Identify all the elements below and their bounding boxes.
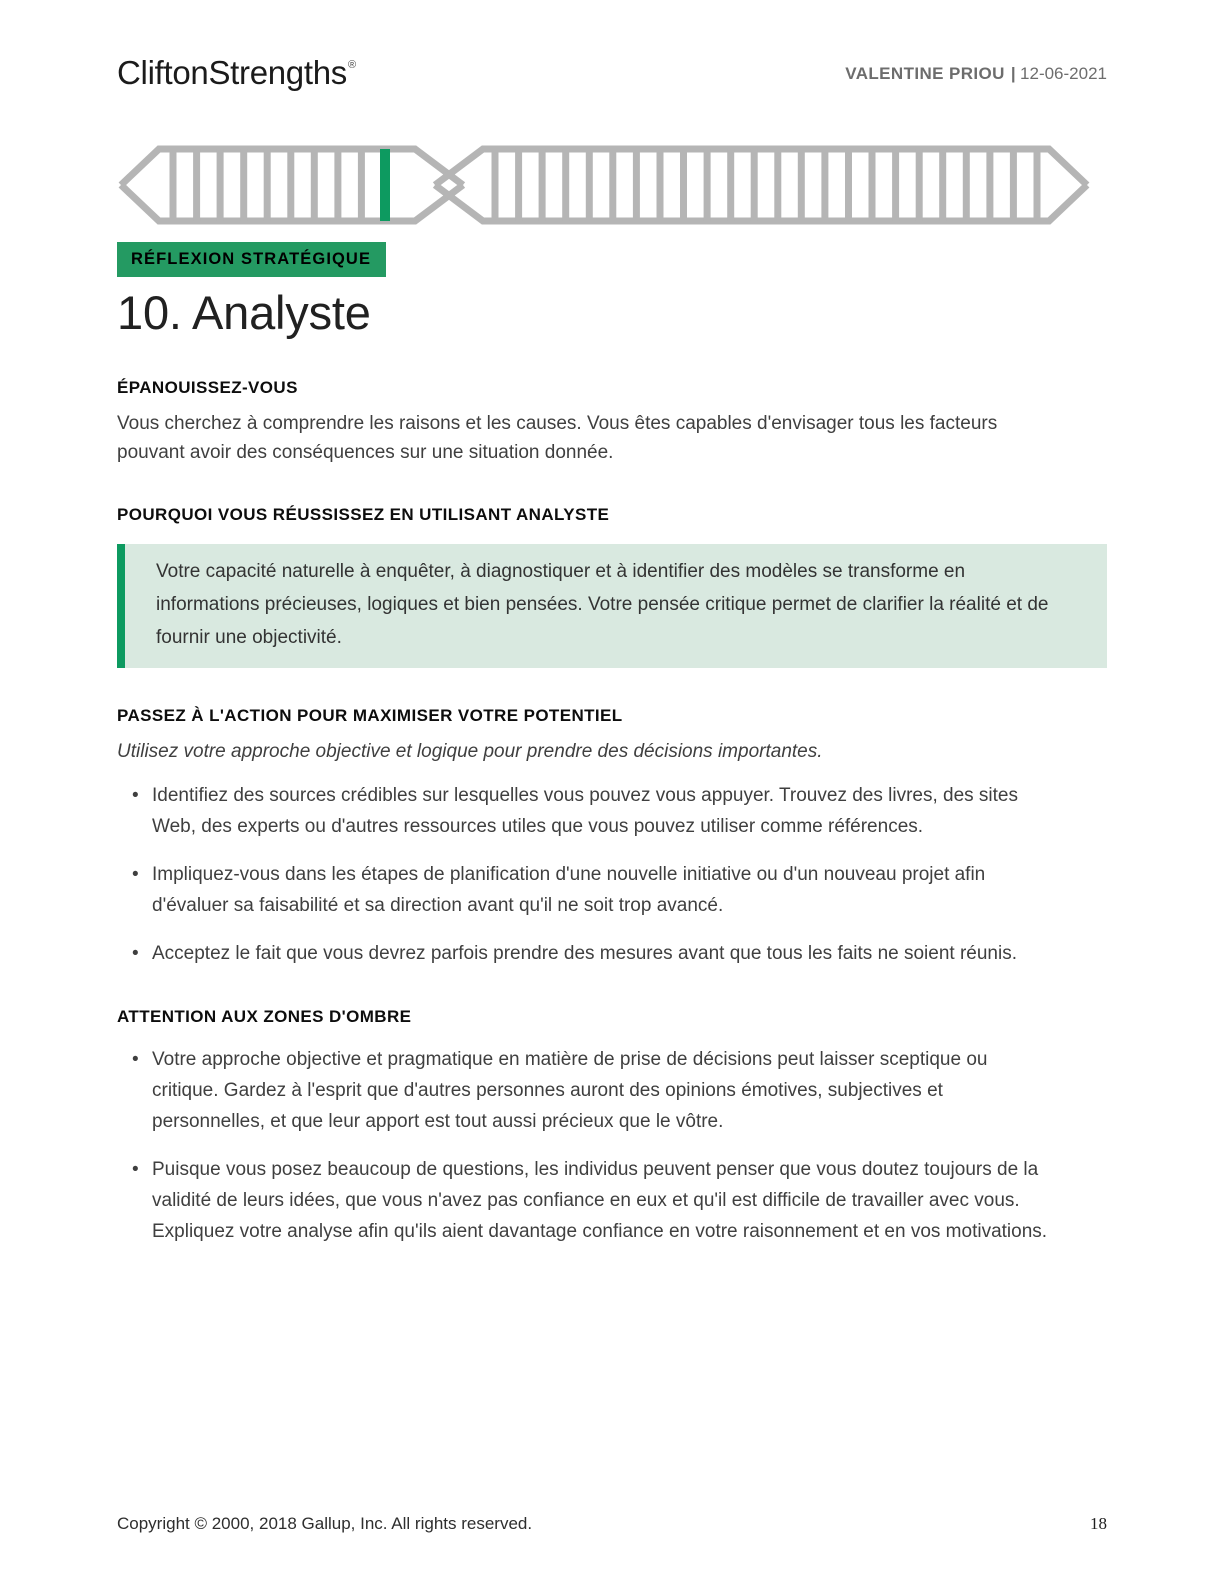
action-bullet-item: • Acceptez le fait que vous devrez parfois prendre des mesures avant que tous les faits ne soient réunis.: [117, 938, 1052, 969]
theme-rank-title: 10. Analyste: [117, 286, 371, 339]
thrive-body: Vous cherchez à comprendre les raisons et les causes. Vous êtes capables d'envisager tous les facteurs pouvant avoir des conséquences sur une situation donnée.: [117, 413, 998, 463]
action-bullet-item: • Identifiez des sources crédibles sur lesquelles vous pouvez vous appuyer. Trouvez des livres, des sites Web, des experts ou d'autres ressources utiles que vous pouvez utiliser comme références.: [117, 780, 1052, 842]
action-bullet-list: [117, 780, 1107, 969]
page-footer: [117, 1514, 1107, 1534]
copyright-notice: Copyright © 2000, 2018 Gallup, Inc. All rights reserved.: [117, 1514, 533, 1533]
page-header: [117, 0, 1107, 92]
section-thrive: [117, 378, 1107, 467]
action-intro: Utilisez votre approche objective et logique pour prendre des décisions importantes.: [117, 741, 823, 762]
cliftonstrengths-logo: [117, 54, 356, 92]
section-blind-spots: [117, 1007, 1107, 1247]
page-number: 18: [1090, 1514, 1107, 1533]
dna-strand-graphic: [117, 141, 1093, 229]
section-take-action: [117, 706, 1107, 969]
report-date: 12-06-2021: [1020, 64, 1107, 83]
blindspots-bullet-item: • Votre approche objective et pragmatique en matière de prise de décisions peut laisser sceptique ou critique. Gardez à l'esprit que d'autres personnes auront des opinions émotives, subjectives et personnelles, et que leur apport est tout aussi précieux que le vôtre.: [117, 1044, 1052, 1137]
blindspots-bullet-list: [117, 1044, 1107, 1247]
why-quote-box: Votre capacité naturelle à enquêter, à diagnostiquer et à identifier des modèles se transforme en informations précieuses, logiques et bien pensées. Votre pensée critique permet de clarifier la réalité et de fournir une objectivité.: [117, 544, 1107, 668]
domain-badge: RÉFLEXION STRATÉGIQUE: [117, 242, 386, 277]
blindspots-heading: ATTENTION AUX ZONES D'OMBRE: [117, 1007, 412, 1026]
action-bullet-item: • Impliquez-vous dans les étapes de planification d'une nouvelle initiative ou d'un nouveau projet afin d'évaluer sa faisabilité et sa direction avant qu'il ne soit trop avancé.: [117, 859, 1052, 921]
report-owner: [845, 64, 1107, 84]
blindspots-bullet-item: • Puisque vous posez beaucoup de questions, les individus peuvent penser que vous doutez toujours de la validité de leurs idées, que vous n'avez pas confiance en eux et qu'il est difficile de travailler avec vous. Expliquez votre analyse afin qu'ils aient davantage confiance en votre raisonnement et en vos motivations.: [117, 1154, 1052, 1247]
action-heading: PASSEZ À L'ACTION POUR MAXIMISER VOTRE POTENTIEL: [117, 706, 623, 725]
section-why-succeed: [117, 505, 1107, 668]
owner-separator: |: [1010, 64, 1017, 83]
logo-text: CliftonStrengths: [117, 54, 347, 91]
registered-trademark-mark: ®: [348, 59, 356, 71]
thrive-heading: ÉPANOUISSEZ-VOUS: [117, 378, 298, 397]
owner-name: VALENTINE PRIOU: [845, 64, 1005, 83]
why-heading: POURQUOI VOUS RÉUSSISSEZ EN UTILISANT ANALYSTE: [117, 505, 610, 524]
dna-strand-svg: [117, 141, 1093, 229]
